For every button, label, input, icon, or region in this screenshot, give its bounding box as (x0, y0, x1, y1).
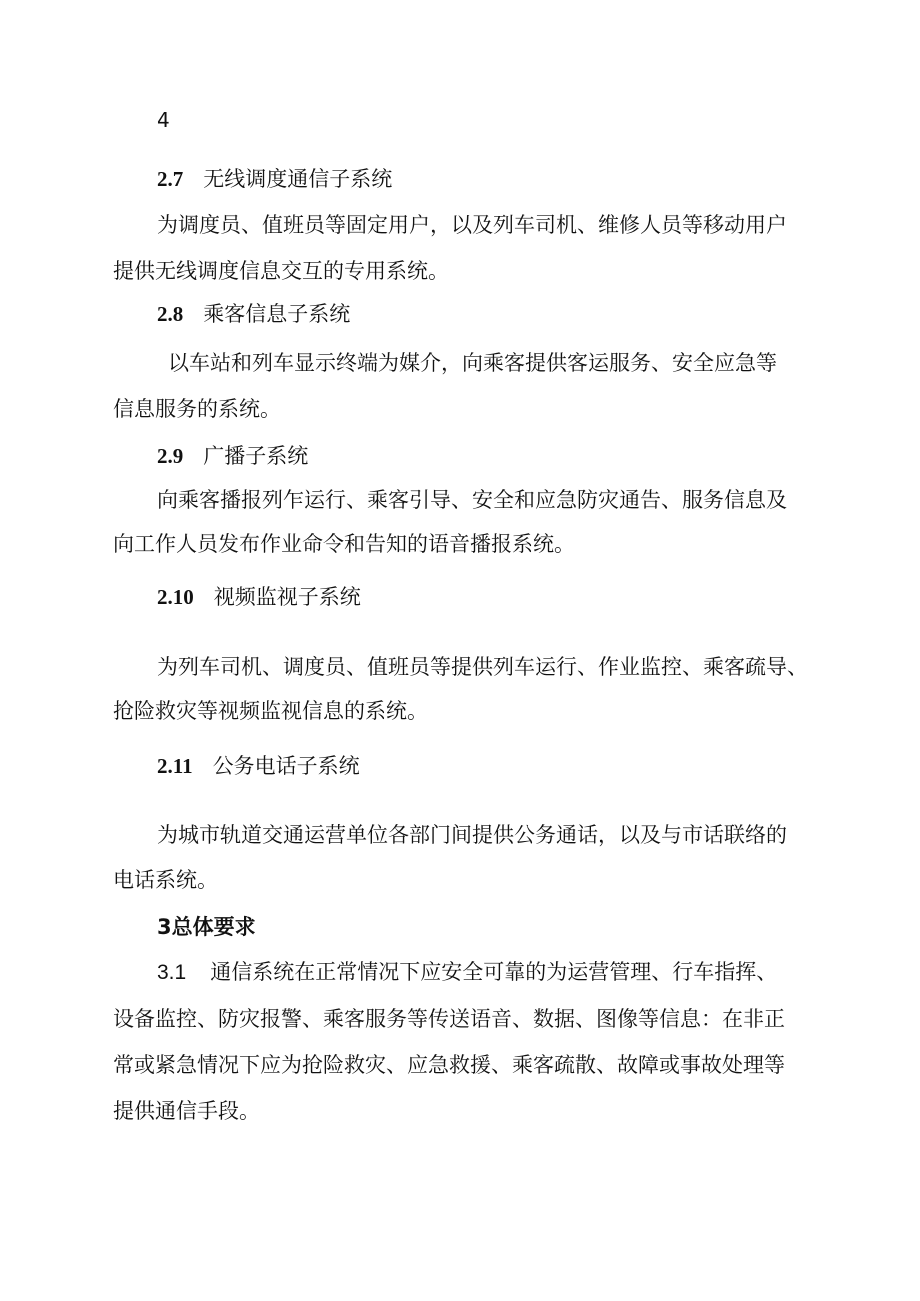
section-number: 2.8 (157, 302, 184, 326)
section-title: 视频监视子系统 (213, 585, 361, 609)
paragraph-line: 向工作人员发布作业命令和告知的语音播报系统。 (113, 532, 575, 556)
paragraph-line: 提供无线调度信息交互的专用系统。 (113, 259, 449, 283)
paragraph-line: 抢险救灾等视频监视信息的系统。 (113, 699, 428, 723)
section-title: 无线调度通信子系统 (203, 167, 393, 191)
page-number: 4 (157, 108, 170, 132)
paragraph-line: 常或紧急情况下应为抢险救灾、应急救援、乘客疏散、故障或事故处理等 (113, 1053, 785, 1077)
section-title: 公务电话子系统 (212, 754, 360, 778)
paragraph-line: 提供通信手段。 (113, 1099, 260, 1123)
paragraph-line: 信息服务的系统。 (113, 397, 281, 421)
section-heading-2-7 (157, 164, 392, 194)
section-heading-2-10 (157, 582, 361, 612)
paragraph-line: 以车站和列车显示终端为媒介，向乘客提供客运服务、安全应急等 (168, 351, 777, 375)
section-number: 2.7 (157, 167, 184, 191)
section-number: 2.10 (157, 585, 194, 609)
section-heading-2-9 (157, 441, 308, 471)
paragraph-line: 电话系统。 (113, 868, 218, 892)
paragraph-line: 为城市轨道交通运营单位各部门间提供公务通话，以及与市话联络的 (157, 823, 787, 847)
paragraph-line: 为调度员、值班员等固定用户，以及列车司机、维修人员等移动用户 (157, 213, 787, 237)
section-heading-2-11 (157, 751, 360, 781)
clause-line (157, 956, 777, 989)
chapter-title: 3总体要求 (157, 915, 256, 939)
section-heading-2-8 (157, 299, 350, 329)
paragraph-line: 向乘客播报列乍运行、乘客引导、安全和应急防灾通告、服务信息及 (157, 488, 787, 512)
paragraph-line: 为列车司机、调度员、值班员等提供列车运行、作业监控、乘客疏导、 (157, 655, 808, 679)
clause-text: 通信系统在正常情况下应安全可靠的为运营管理、行车指挥、 (210, 960, 778, 984)
clause-number: 3.1 (157, 961, 187, 984)
paragraph-line: 设备监控、防灾报警、乘客服务等传送语音、数据、图像等信息：在非正 (113, 1007, 785, 1031)
section-number: 2.9 (157, 444, 184, 468)
section-title: 广播子系统 (203, 444, 309, 468)
section-title: 乘客信息子系统 (203, 302, 351, 326)
section-number: 2.11 (157, 754, 193, 778)
